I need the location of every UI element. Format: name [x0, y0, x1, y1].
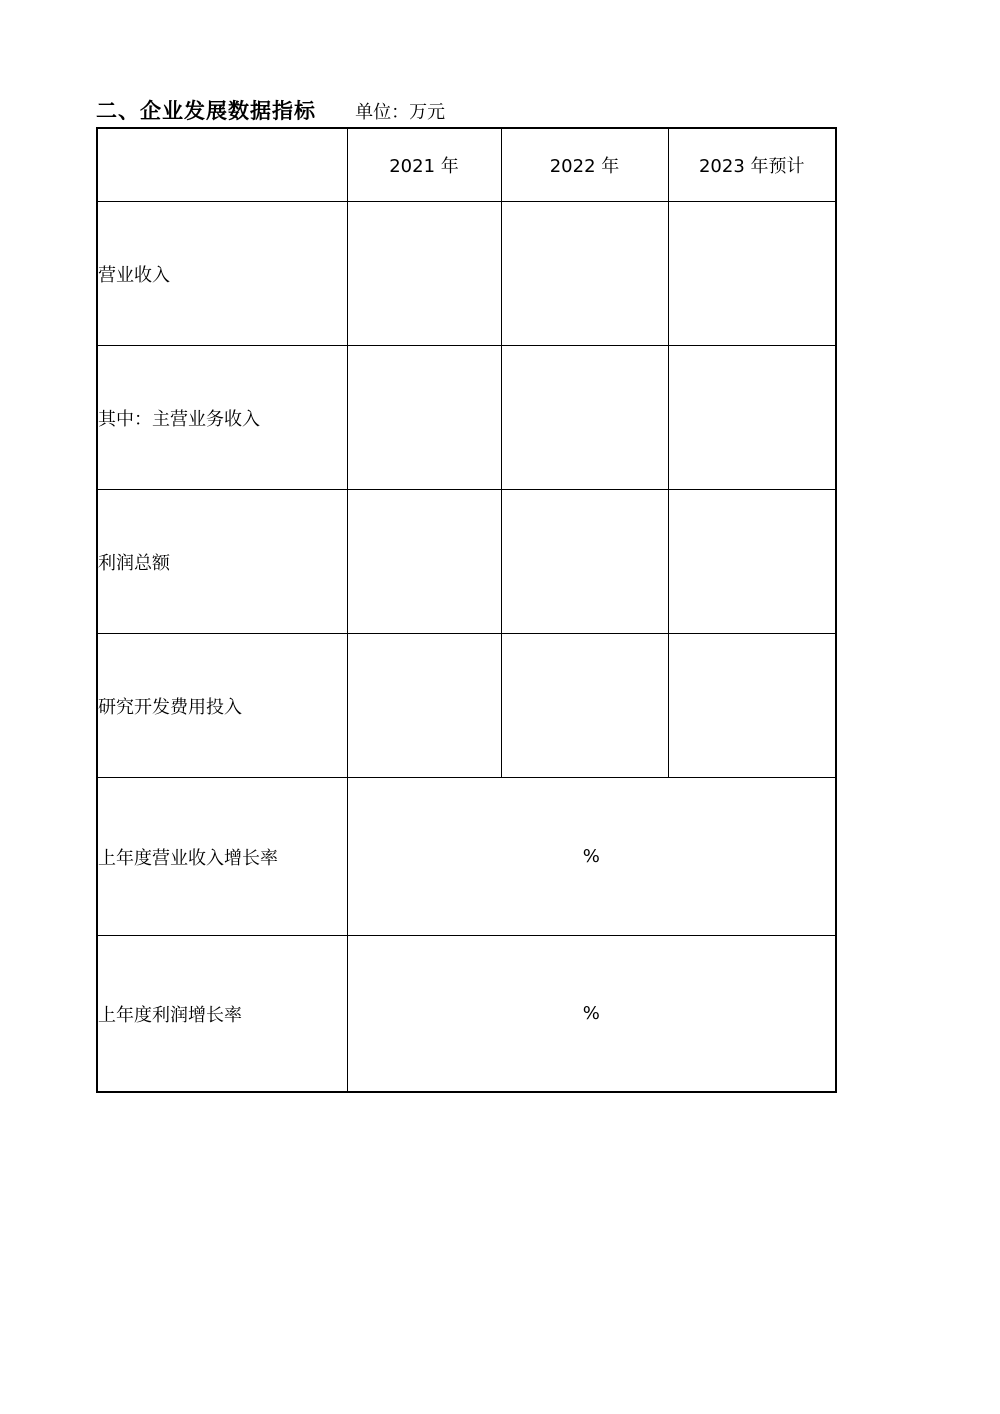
input-cell-revenue-growth[interactable]: % [347, 778, 836, 936]
table-row [97, 778, 836, 936]
table-header-row [97, 128, 836, 202]
header-cell-2021: 2021 年 [347, 128, 501, 202]
table-row [97, 936, 836, 1093]
row-label-total-profit: 利润总额 [97, 490, 347, 634]
input-cell-rnd-2022[interactable] [501, 634, 668, 778]
row-label-rnd-investment: 研究开发费用投入 [97, 634, 347, 778]
metrics-table [96, 127, 837, 1093]
table-row [97, 346, 836, 490]
input-cell-main-revenue-2021[interactable] [347, 346, 501, 490]
row-label-profit-growth: 上年度利润增长率 [97, 936, 347, 1093]
table-row [97, 634, 836, 778]
header-cell-2022: 2022 年 [501, 128, 668, 202]
input-cell-revenue-2023[interactable] [668, 202, 836, 346]
header-cell-2023: 2023 年预计 [668, 128, 836, 202]
input-cell-revenue-2021[interactable] [347, 202, 501, 346]
row-label-revenue: 营业收入 [97, 202, 347, 346]
input-cell-revenue-2022[interactable] [501, 202, 668, 346]
input-cell-profit-2021[interactable] [347, 490, 501, 634]
table-row [97, 490, 836, 634]
input-cell-profit-2023[interactable] [668, 490, 836, 634]
row-label-revenue-growth: 上年度营业收入增长率 [97, 778, 347, 936]
input-cell-main-revenue-2022[interactable] [501, 346, 668, 490]
section-heading [96, 95, 445, 127]
row-label-main-business-revenue: 其中：主营业务收入 [97, 346, 347, 490]
section-title: 二、企业发展数据指标 [96, 99, 316, 123]
table-row [97, 202, 836, 346]
input-cell-profit-growth[interactable]: % [347, 936, 836, 1093]
input-cell-rnd-2021[interactable] [347, 634, 501, 778]
header-cell-blank [97, 128, 347, 202]
input-cell-rnd-2023[interactable] [668, 634, 836, 778]
unit-label: 单位：万元 [355, 102, 446, 123]
input-cell-profit-2022[interactable] [501, 490, 668, 634]
input-cell-main-revenue-2023[interactable] [668, 346, 836, 490]
